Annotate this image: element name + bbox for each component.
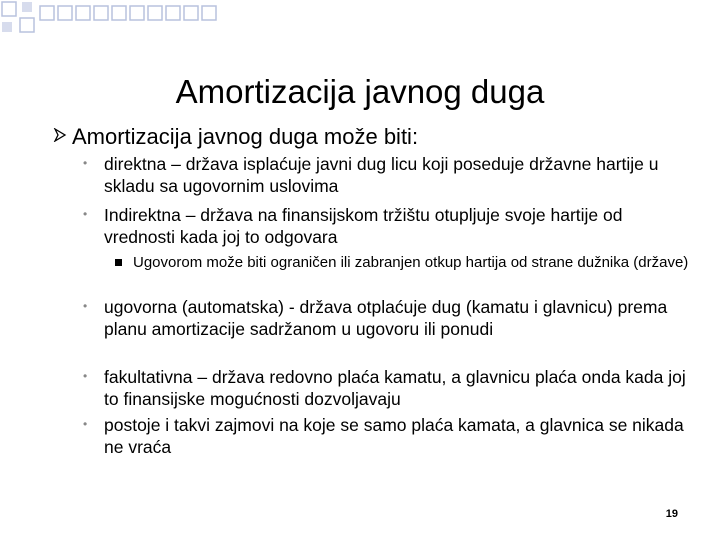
slide-title: Amortizacija javnog duga xyxy=(175,73,545,110)
arrow-bullet-icon xyxy=(53,128,67,142)
list-item: Ugovorom može biti ograničen ili zabranjen otkup hartija od strane dužnika (države) xyxy=(133,254,689,271)
list-item: direktna – država isplaćuje javni dug licu koji poseduje državne hartije u skladu sa ugovornim uslovima xyxy=(104,154,659,196)
list-item: fakultativna – država redovno plaća kamatu, a glavnicu plaća onda kada joj to finansijske mogućnosti dozvoljavaju xyxy=(104,367,686,409)
bullet-dot-icon: • xyxy=(83,156,88,170)
list-item: ugovorna (automatska) - država otplaćuje dug (kamatu i glavnicu) prema planu amortizacije sadržanom u ugovoru ili ponudi xyxy=(104,297,668,339)
main-point: Amortizacija javnog duga može biti: xyxy=(72,124,419,149)
square-bullet-icon xyxy=(115,259,122,266)
bullet-dot-icon: • xyxy=(83,417,88,431)
decorative-squares xyxy=(0,0,220,45)
bullet-dot-icon: • xyxy=(83,369,88,383)
list-item: Indirektna – država na finansijskom tržištu otupljuje svoje hartije od vrednosti kada joj to odgovara xyxy=(104,205,623,247)
list-item: postoje i takvi zajmovi na koje se samo plaća kamata, a glavnica se nikada ne vraća xyxy=(104,415,684,457)
page-number: 19 xyxy=(665,508,678,520)
bullet-dot-icon: • xyxy=(83,299,88,313)
bullet-dot-icon: • xyxy=(83,207,88,221)
